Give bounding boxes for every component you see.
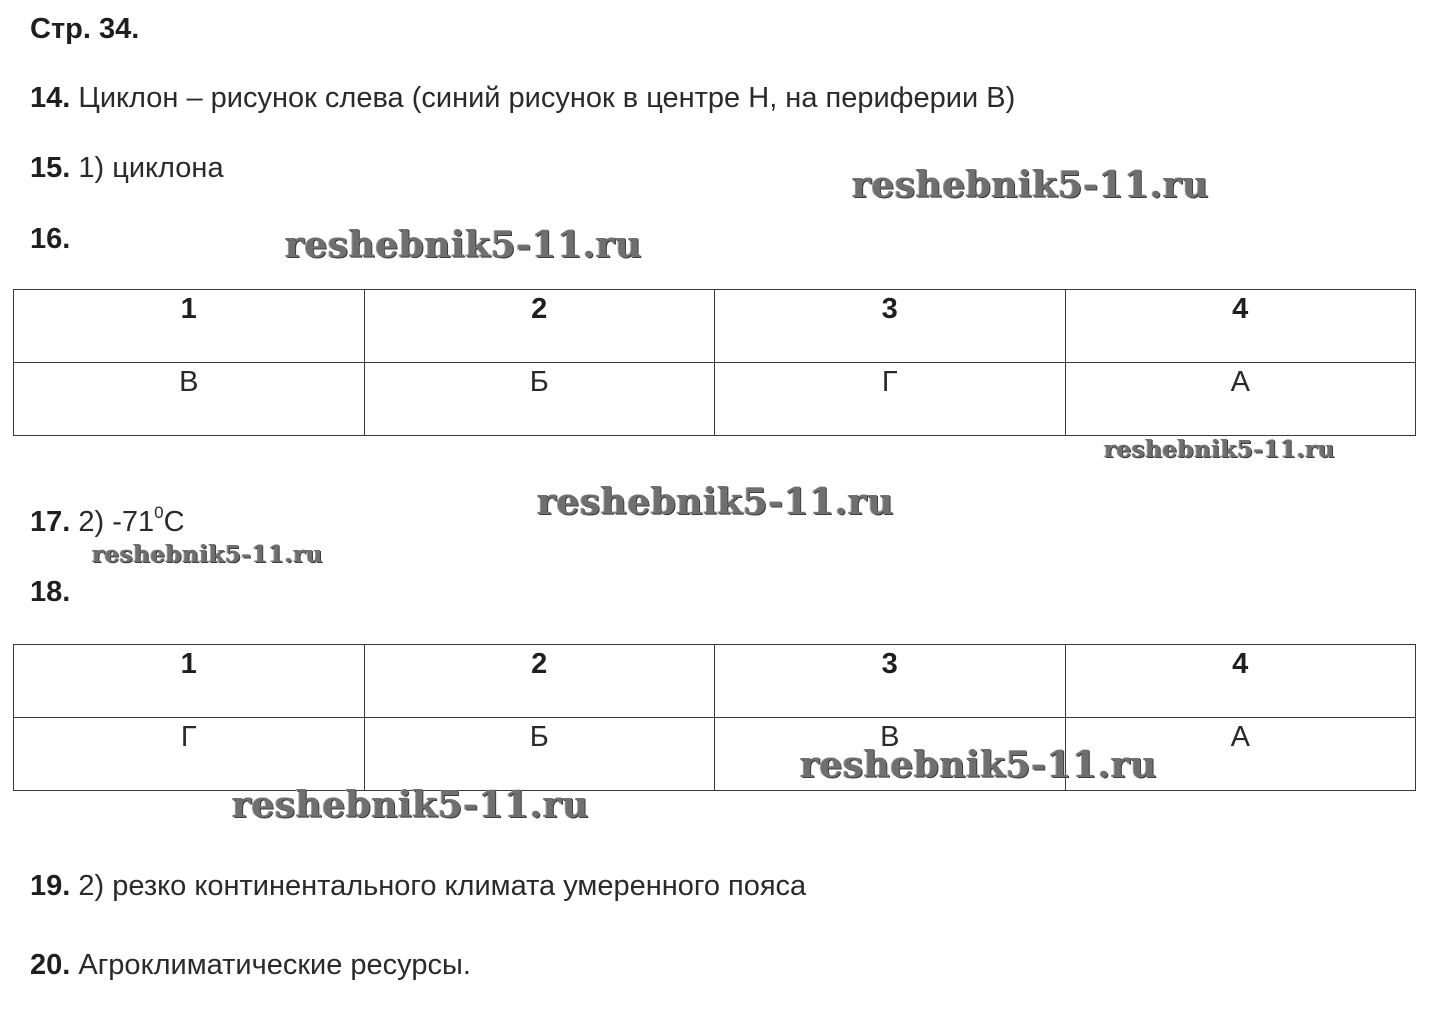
table-cell: А [1065,363,1416,436]
answer-14 [30,81,1015,115]
watermark: reshebnik5-11.ru [537,481,894,523]
answer-unit: С [163,506,185,538]
answer-text: 1) циклона [70,152,224,184]
answer-text: Агроклиматические ресурсы. [70,949,471,981]
table-header-row [14,290,1416,363]
degree-superscript: 0 [154,503,164,522]
table-row [14,363,1416,436]
table-header-cell: 2 [364,290,715,363]
answer-text: 2) -71 [70,506,155,538]
table-header-cell: 3 [715,645,1066,718]
answer-table-16 [13,289,1416,436]
answer-16 [30,222,70,256]
table-cell: Б [364,718,715,791]
page-label: Стр. 34. [30,13,140,45]
table-header-cell: 3 [715,290,1066,363]
table-header-row [14,645,1416,718]
answer-number: 15. [30,152,71,184]
answer-17 [30,505,185,539]
table-cell: А [1065,718,1416,791]
answer-number: 20. [30,949,71,981]
table-header-cell: 4 [1065,290,1416,363]
table-row [14,718,1416,791]
answer-number: 17. [30,506,71,538]
answer-number: 18. [30,576,71,608]
answer-text: 2) резко континентального климата умеренного пояса [70,870,807,902]
answer-number: 14. [30,82,71,114]
watermark: reshebnik5-11.ru [852,164,1209,206]
table-header-cell: 1 [14,290,365,363]
answer-18 [30,575,70,609]
table-cell: В [715,718,1066,791]
watermark: reshebnik5-11.ru [92,541,323,568]
answer-number: 16. [30,223,71,255]
answer-19 [30,869,806,903]
watermark: reshebnik5-11.ru [1104,436,1335,463]
table-header-cell: 2 [364,645,715,718]
table-cell: Г [715,363,1066,436]
answer-table-18 [13,644,1416,791]
watermark: reshebnik5-11.ru [232,784,589,826]
answer-15 [30,151,224,185]
answer-number: 19. [30,870,71,902]
table-cell: Г [14,718,365,791]
answer-20 [30,948,471,982]
table-header-cell: 4 [1065,645,1416,718]
table-cell: Б [364,363,715,436]
answer-text: Циклон – рисунок слева (синий рисунок в центре Н, на периферии В) [70,82,1016,114]
table-header-cell: 1 [14,645,365,718]
watermark: reshebnik5-11.ru [285,224,642,266]
watermark: reshebnik5-11.ru [800,744,1157,786]
table-cell: В [14,363,365,436]
